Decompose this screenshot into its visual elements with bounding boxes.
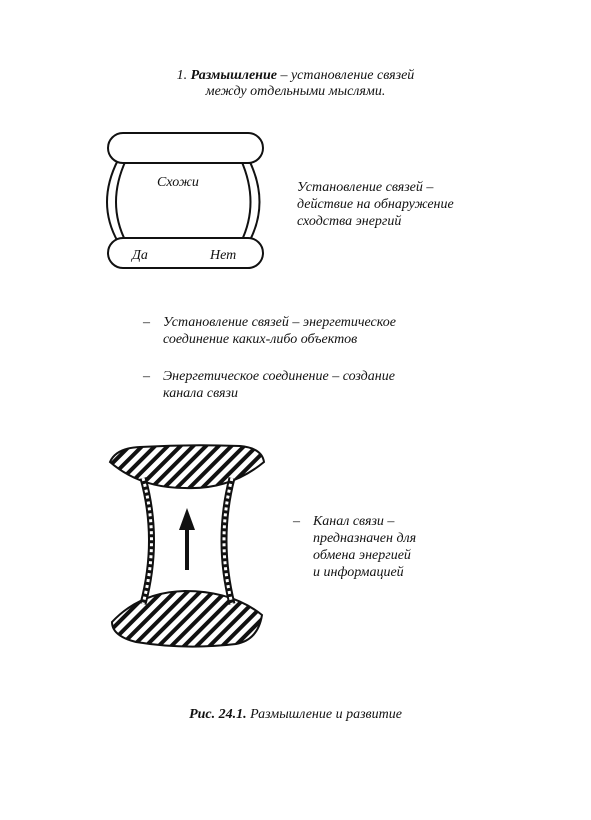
top-mass [110,445,264,488]
list-dash: – [143,369,150,384]
channel-note-line-2: предназначен для [313,531,417,546]
list-item-line-2: соединение каких-либо объектов [163,332,358,347]
list-item-line-1: Энергетическое соединение – создание [163,369,395,384]
figure-caption [0,707,591,723]
list-item-line-1: Установление связей – энергетическое [163,315,396,330]
caption-text: Размышление и развитие [250,707,402,722]
heading-line-2: между отдельными мыслями. [205,84,386,99]
list-item-line-2: канала связи [163,386,238,401]
channel-note-dash: – [293,514,300,529]
list-dash: – [143,315,150,330]
definition-line-1: Установление связей – [297,180,434,195]
channel-note-line-4: и информацией [313,565,404,580]
channel-note [293,513,493,583]
arrow-head [179,508,195,530]
bottom-mass [112,591,262,647]
channel-note-line-3: обмена энергией [313,548,411,563]
label-no: Нет [210,248,237,263]
channel-note-line-1: Канал связи – [313,514,395,529]
label-yes: Да [132,248,148,263]
heading-number: 1. [176,68,188,83]
definition-line-2: действие на обнаружение [297,197,454,212]
heading-rest: – установление связей [280,68,415,83]
heading-term: Размышление [190,68,277,83]
definition-line-3: сходства энергий [297,214,402,229]
label-similar: Схожи [157,175,199,190]
caption-label: Рис. 24.1. [189,707,247,722]
